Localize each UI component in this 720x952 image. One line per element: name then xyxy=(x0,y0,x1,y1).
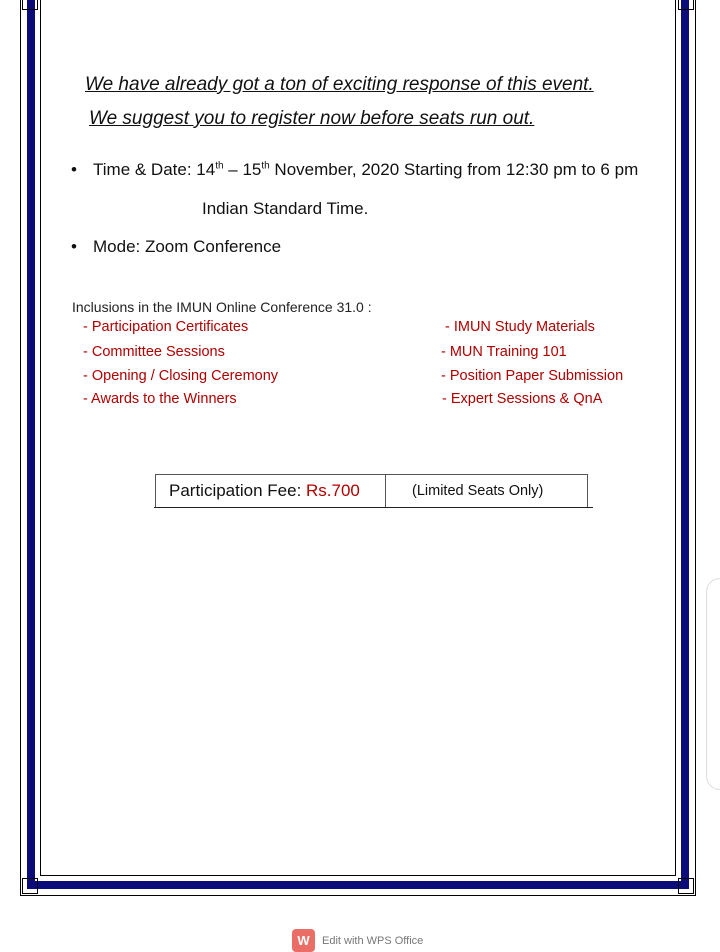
fee-note: (Limited Seats Only) xyxy=(412,483,544,499)
side-panel-tab[interactable] xyxy=(706,578,720,790)
wps-edit-button[interactable] xyxy=(292,929,423,952)
wps-edit-label: Edit with WPS Office xyxy=(322,934,424,947)
inclusion-item: - Opening / Closing Ceremony xyxy=(83,368,279,384)
time-date-mid: – 15 xyxy=(223,160,262,179)
headline-line-2: We suggest you to register now before seats run out. xyxy=(89,108,535,129)
inclusion-item: - Participation Certificates xyxy=(83,319,249,335)
headline-line-1: We have already got a ton of exciting response of this event. xyxy=(85,74,594,95)
border-corner-top-left xyxy=(22,0,38,10)
time-date-prefix: Time & Date: 14 xyxy=(93,160,216,179)
bullet-dot: • xyxy=(71,237,77,256)
bullet-time-date xyxy=(71,160,639,180)
fee-cell xyxy=(156,475,386,507)
inclusion-item: - Expert Sessions & QnA xyxy=(442,391,603,407)
border-corner-top-right xyxy=(678,0,694,10)
inclusion-item: - Committee Sessions xyxy=(83,344,225,360)
wps-logo-icon: W xyxy=(292,929,315,952)
mode-text: Mode: Zoom Conference xyxy=(93,237,282,256)
inclusion-item: - IMUN Study Materials xyxy=(445,319,595,335)
inclusion-item: - MUN Training 101 xyxy=(441,344,567,360)
time-date-suffix: November, 2020 Starting from 12:30 pm to 6 pm xyxy=(269,160,639,179)
border-corner-bottom-right xyxy=(678,878,694,894)
fee-table xyxy=(155,474,588,508)
border-corner-bottom-left xyxy=(22,878,38,894)
inclusion-item: - Awards to the Winners xyxy=(83,391,237,407)
fee-table-underline xyxy=(154,507,593,508)
inclusions-title: Inclusions in the IMUN Online Conference 31.0 : xyxy=(72,299,372,315)
inclusion-item: - Position Paper Submission xyxy=(441,368,624,384)
fee-amount: Rs.700 xyxy=(306,481,360,500)
bullet-dot: • xyxy=(71,160,77,179)
fee-label: Participation Fee: xyxy=(169,481,307,500)
time-date-continuation: Indian Standard Time. xyxy=(202,199,369,218)
ordinal-suffix: th xyxy=(261,160,270,172)
ordinal-suffix: th xyxy=(215,160,224,172)
bullet-mode xyxy=(71,237,282,257)
page-border-inner xyxy=(40,0,676,876)
